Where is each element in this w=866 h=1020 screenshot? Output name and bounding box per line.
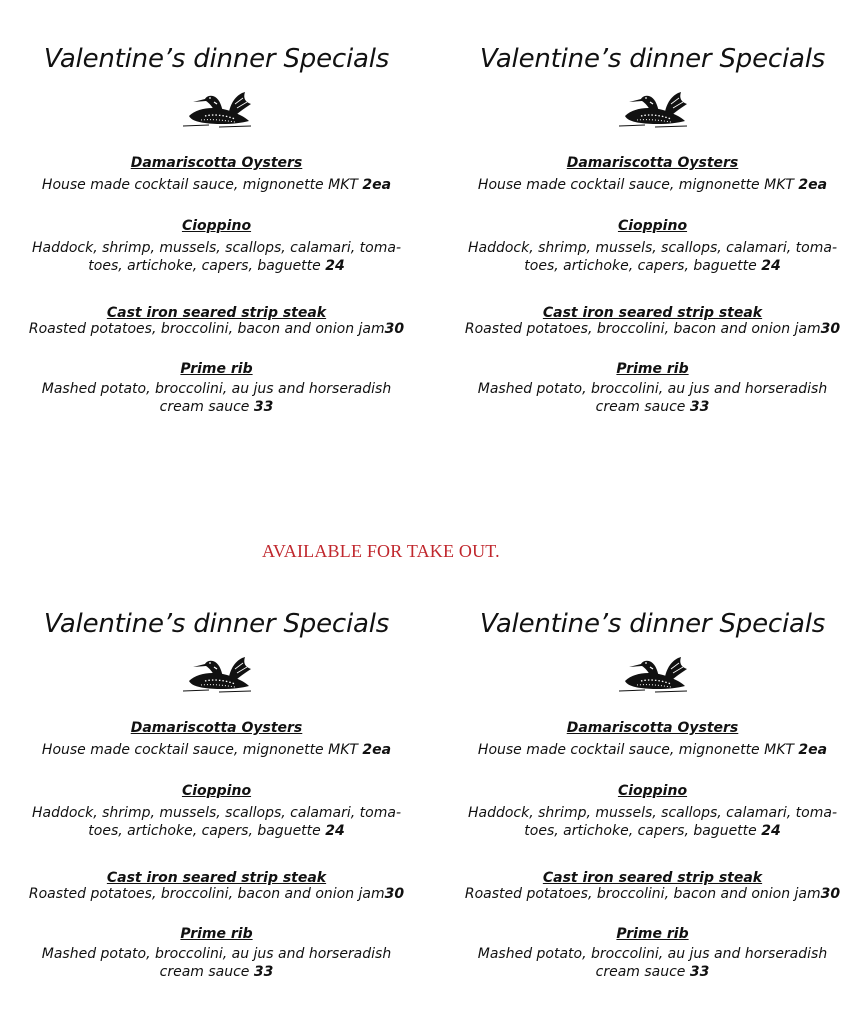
item-description: House made cocktail sauce, mignonette MKT 2ea [477, 177, 828, 193]
item-description: Mashed potato, broccolini, au jus and horseradish cream sauce 33 [41, 381, 392, 415]
item-name: Cioppino [181, 783, 252, 799]
item-price: 30 [820, 321, 841, 337]
item-description: Roasted potatoes, broccolini, bacon and onion jam30 [28, 886, 405, 902]
menu-card [0, 565, 433, 995]
item-description: House made cocktail sauce, mignonette MKT 2ea [41, 742, 392, 758]
item-description: Roasted potatoes, broccolini, bacon and onion jam30 [464, 886, 841, 902]
item-description: Mashed potato, broccolini, au jus and horseradish cream sauce 33 [477, 946, 828, 980]
item-name: Cast iron seared strip steak [542, 870, 763, 886]
item-name: Prime rib [616, 361, 689, 377]
loon-bird-icon [615, 655, 691, 697]
item-price: 24 [325, 258, 345, 274]
item-price: 33 [689, 399, 710, 415]
item-description: Roasted potatoes, broccolini, bacon and onion jam30 [464, 321, 841, 337]
item-description: Roasted potatoes, broccolini, bacon and onion jam30 [28, 321, 405, 337]
loon-bird-icon [615, 90, 691, 132]
menu-title: Valentine’s dinner Specials [479, 44, 826, 74]
item-description: Mashed potato, broccolini, au jus and horseradish cream sauce 33 [477, 381, 828, 415]
menu-title: Valentine’s dinner Specials [479, 609, 826, 639]
menu-card [436, 0, 866, 430]
item-name: Prime rib [616, 926, 689, 942]
item-description: Mashed potato, broccolini, au jus and horseradish cream sauce 33 [41, 946, 392, 980]
item-name: Cast iron seared strip steak [542, 305, 763, 321]
item-name: Damariscotta Oysters [130, 155, 303, 171]
item-price: 24 [325, 823, 345, 839]
item-name: Cioppino [617, 218, 688, 234]
item-description: House made cocktail sauce, mignonette MKT 2ea [41, 177, 392, 193]
item-name: Cioppino [181, 218, 252, 234]
item-name: Damariscotta Oysters [566, 155, 739, 171]
item-description: House made cocktail sauce, mignonette MKT 2ea [477, 742, 828, 758]
item-price: 33 [253, 964, 274, 980]
item-name: Damariscotta Oysters [130, 720, 303, 736]
item-name: Damariscotta Oysters [566, 720, 739, 736]
takeout-notice: AVAILABLE FOR TAKE OUT. [262, 541, 500, 561]
loon-bird-icon [179, 655, 255, 697]
loon-bird-icon [179, 90, 255, 132]
menu-card [436, 565, 866, 995]
item-name: Cioppino [617, 783, 688, 799]
item-price: 33 [253, 399, 274, 415]
menu-title: Valentine’s dinner Specials [43, 609, 390, 639]
item-name: Cast iron seared strip steak [106, 305, 327, 321]
item-price: 30 [384, 886, 405, 902]
menu-title: Valentine’s dinner Specials [43, 44, 390, 74]
item-description: Haddock, shrimp, mussels, scallops, calamari, toma- toes, artichoke, capers, baguette 24 [467, 240, 837, 274]
item-price: 24 [761, 258, 781, 274]
item-price: 33 [689, 964, 710, 980]
menu-card [0, 0, 433, 430]
item-price: 2ea [362, 177, 392, 193]
item-price: 2ea [798, 742, 828, 758]
item-description: Haddock, shrimp, mussels, scallops, calamari, toma- toes, artichoke, capers, baguette 24 [467, 805, 837, 839]
item-price: 30 [384, 321, 405, 337]
item-name: Cast iron seared strip steak [106, 870, 327, 886]
item-description: Haddock, shrimp, mussels, scallops, calamari, toma- toes, artichoke, capers, baguette 24 [31, 240, 401, 274]
item-price: 24 [761, 823, 781, 839]
item-name: Prime rib [180, 926, 253, 942]
item-price: 2ea [362, 742, 392, 758]
item-price: 30 [820, 886, 841, 902]
item-name: Prime rib [180, 361, 253, 377]
item-price: 2ea [798, 177, 828, 193]
item-description: Haddock, shrimp, mussels, scallops, calamari, toma- toes, artichoke, capers, baguette 24 [31, 805, 401, 839]
